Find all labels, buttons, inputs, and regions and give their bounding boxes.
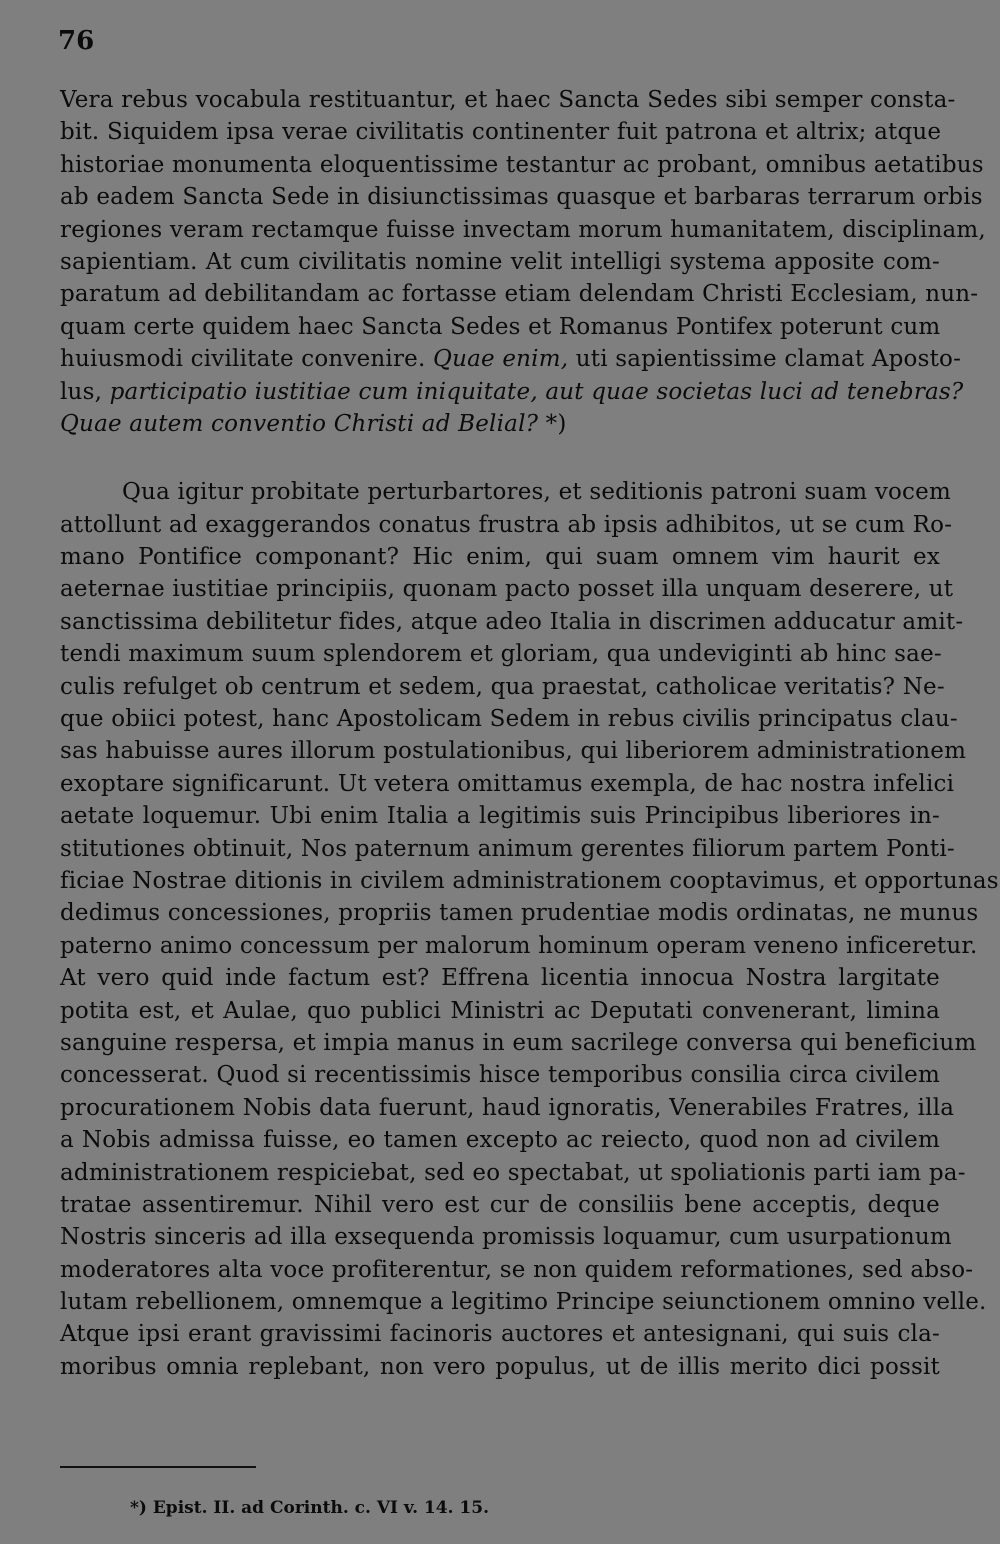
italic-quote: Quae autem conventio Christi ad Belial? <box>60 410 539 437</box>
text-line: procurationem Nobis data fuerunt, haud ignoratis, Venerabiles Fratres, illa <box>60 1094 955 1121</box>
text-line: stitutiones obtinuit, Nos paternum animum gerentes filiorum partem Ponti- <box>60 835 955 862</box>
text-line: que obiici potest, hanc Apostolicam Sedem in rebus civilis principatus clau- <box>60 706 958 733</box>
italic-quote: participatio iustitiae cum iniquitate, aut quae societas luci ad tenebras? <box>109 378 964 405</box>
text-line: sas habuisse aures illorum postulationibus, qui liberiorem administrationem <box>60 738 967 765</box>
quote-line <box>60 376 964 408</box>
text-line: paratum ad debilitandam ac fortasse etiam delendam Christi Ecclesiam, nun- <box>60 281 979 308</box>
text-fragment: huiusmodi civilitate convenire. <box>60 346 426 373</box>
text-line: culis refulget ob centrum et sedem, qua praestat, catholicae veritatis? Ne- <box>60 673 945 700</box>
text-line: aetate loquemur. Ubi enim Italia a legitimis suis Principibus liberiores in- <box>60 803 940 830</box>
footnote-separator <box>60 1466 256 1468</box>
text-line: Atque ipsi erant gravissimi facinoris auctores et antesignani, qui suis cla- <box>60 1321 940 1348</box>
text-line: concesserat. Quod si recentissimis hisce temporibus consilia circa civilem <box>60 1062 940 1089</box>
text-line: lutam rebellionem, omnemque a legitimo Principe seiunctionem omnino velle. <box>60 1289 987 1316</box>
text-line: tendi maximum suum splendorem et gloriam, qua undeviginti ab hinc sae- <box>60 641 942 668</box>
text-line: sanguine respersa, et impia manus in eum sacrilege conversa qui beneficium <box>60 1029 977 1056</box>
text-line: ficiae Nostrae ditionis in civilem administrationem cooptavimus, et opportunas <box>60 867 999 894</box>
text-line: sapientiam. At cum civilitatis nomine velit intelligi systema apposite com- <box>60 248 940 275</box>
text-line-with-quote-intro <box>60 343 962 375</box>
quote-line-last <box>60 408 940 440</box>
footnote: *) Epist. II. ad Corinth. c. VI v. 14. 15. <box>130 1498 489 1518</box>
italic-fragment: Quae enim, <box>433 346 569 373</box>
text-line: mano Pontifice componant? Hic enim, qui suam omnem vim haurit ex <box>60 544 940 571</box>
page-number: 76 <box>58 26 95 56</box>
footnote-marker: *) <box>538 410 567 437</box>
text-fragment: uti sapientissime clamat Aposto- <box>568 346 962 373</box>
text-line: Vera rebus vocabula restituantur, et haec Sancta Sedes sibi semper consta- <box>60 87 956 113</box>
text-line: attollunt ad exaggerandos conatus frustra ab ipsis adhibitos, ut se cum Ro- <box>60 511 953 538</box>
text-line: paterno animo concessum per malorum hominum operam veneno inficeretur. <box>60 932 978 959</box>
text-line: exoptare significarunt. Ut vetera omittamus exempla, de hac nostra infelici <box>60 770 955 797</box>
text-line: moribus omnia replebant, non vero populus, ut de illis merito dici possit <box>60 1353 940 1380</box>
text-line: Qua igitur probitate perturbartores, et seditionis patroni suam vocem <box>122 479 951 506</box>
paragraph-gap <box>60 440 940 476</box>
text-line: bit. Siquidem ipsa verae civilitatis continenter fuit patrona et altrix; atque <box>60 119 942 146</box>
text-fragment: lus, <box>60 378 110 405</box>
text-line: aeternae iustitiae principiis, quonam pacto posset illa unquam deserere, ut <box>60 576 954 603</box>
text-line: sanctissima debilitetur fides, atque adeo Italia in discrimen adducatur amit- <box>60 608 964 635</box>
text-line: administrationem respiciebat, sed eo spectabat, ut spoliationis parti iam pa- <box>60 1159 966 1186</box>
text-line: quam certe quidem haec Sancta Sedes et Romanus Pontifex poterunt cum <box>60 313 941 340</box>
text-line: Nostris sinceris ad illa exsequenda promissis loquamur, cum usurpationum <box>60 1224 952 1251</box>
text-line: tratae assentiremur. Nihil vero est cur de consiliis bene acceptis, deque <box>60 1191 940 1218</box>
text-line: ab eadem Sancta Sede in disiunctissimas quasque et barbaras terrarum orbis <box>60 184 983 211</box>
text-line: potita est, et Aulae, quo publici Ministri ac Deputati convenerant, limina <box>60 997 940 1024</box>
text-line: historiae monumenta eloquentissime testantur ac probant, omnibus aetatibus <box>60 151 984 178</box>
body-text <box>60 84 999 1383</box>
text-line: At vero quid inde factum est? Effrena licentia innocua Nostra largitate <box>60 965 940 992</box>
text-line: dedimus concessiones, propriis tamen prudentiae modis ordinatas, ne munus <box>60 900 979 927</box>
text-line: a Nobis admissa fuisse, eo tamen excepto ac reiecto, quod non ad civilem <box>60 1127 940 1154</box>
text-line: moderatores alta voce profiterentur, se non quidem reformationes, sed abso- <box>60 1256 974 1283</box>
text-line: regiones veram rectamque fuisse invectam morum humanitatem, disciplinam, <box>60 216 986 243</box>
